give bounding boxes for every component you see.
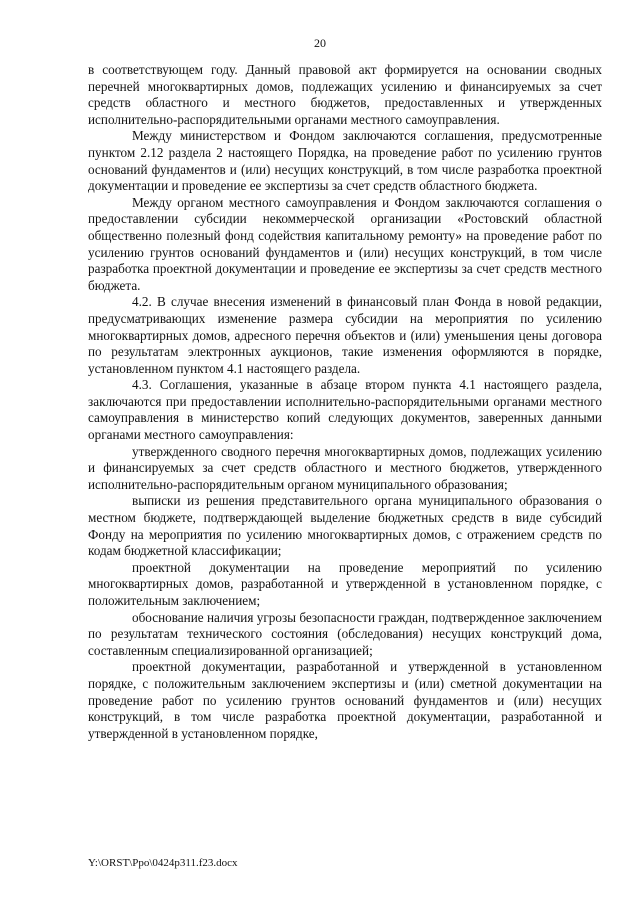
page-number: 20 [314, 36, 326, 50]
paragraph-4-3: 4.3. Соглашения, указанные в абзаце втором пункта 4.1 настоящего раздела, заключаются при предоставлении исполнительно-распорядительными органами местного самоуправления в министерство копий следующих документов, заверенных данными органами местного самоуправления: [88, 377, 602, 443]
paragraph-continuation: в соответствующем году. Данный правовой акт формируется на основании сводных перечней многоквартирных домов, подлежащих усилению и финансируемых за счет средств областного и местного бюджетов, предоставленных и утвержденных исполнительно-распорядительными органами местного самоуправления. [88, 62, 602, 127]
list-item-safety-threat: обоснование наличия угрозы безопасности граждан, подтвержденное заключением по результатам технического состояния (обследования) несущих конструкций дома, составленным специализированной организацией; [88, 609, 602, 658]
document-body [88, 62, 602, 742]
list-item-estimate-documentation: проектной документации, разработанной и утвержденной в установленном порядке, с положительным заключением экспертизы и (или) сметной документации на проведение работ по усилению грунтов оснований фундаментов и (или) несущих конструкций, в том числе разработка проектной документации, разработанной и утвержденной в установленном порядке, [88, 659, 602, 741]
paragraph-ministry-agreements: Между министерством и Фондом заключаются соглашения, предусмотренные пунктом 2.12 раздела 2 настоящего Порядка, на проведение работ по усилению грунтов оснований фундаментов и (или) несущих конструкций, в том числе разработка проектной документации и проведение ее экспертизы за счет средств областного бюджета. [88, 128, 602, 194]
paragraph-local-government-agreements: Между органом местного самоуправления и Фондом заключаются соглашения о предоставлении субсидии некоммерческой организации «Ростовский областной общественно полезный фонд содействия капитальному ремонту» на проведение работ по усилению грунтов оснований фундаментов и (или) несущих конструкций, в том числе разработка проектной документации и проведение ее экспертизы за счет средств местного бюджета. [88, 194, 602, 293]
footer-file-path: Y:\ORST\Ppo\0424p311.f23.docx [88, 857, 238, 869]
list-item-budget-extract: выписки из решения представительного органа муниципального образования о местном бюджете, подтверждающей выделение бюджетных средств в виде субсидий Фонду на мероприятия по усилению многоквартирных домов, с отражением средств по кодам бюджетной классификации; [88, 493, 602, 559]
paragraph-4-2: 4.2. В случае внесения изменений в финансовый план Фонда в новой редакции, предусматривающих изменение размера субсидии на мероприятия по усилению многоквартирных домов, адресного перечня объектов и (или) уменьшения цены договора по результатам электронных аукционов, такие изменения оформляются в порядке, установленном пунктом 4.1 настоящего раздела. [88, 294, 602, 376]
list-item-project-documentation: проектной документации на проведение мероприятий по усилению многоквартирных домов, разработанной и утвержденной в установленном порядке, с положительным заключением; [88, 559, 602, 608]
list-item-consolidated-list: утвержденного сводного перечня многоквартирных домов, подлежащих усилению и финансируемых за счет средств областного и местного бюджетов, утвержденного исполнительно-распорядительным органом муниципального образования; [88, 443, 602, 492]
